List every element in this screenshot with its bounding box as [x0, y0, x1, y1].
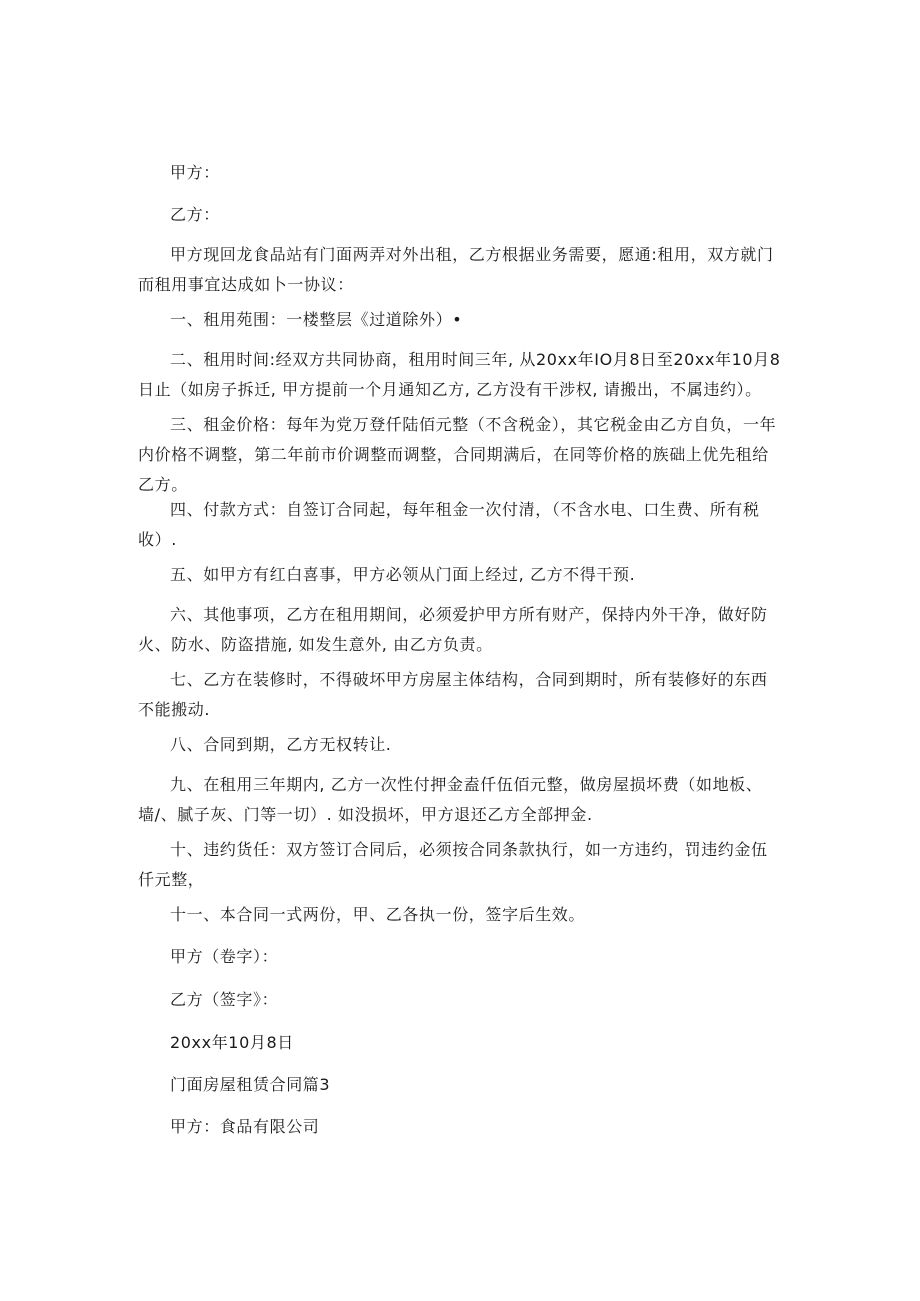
clause-2: 二、租用时间:经双方共同协商，租用时间三年, 从20xx年IO月8日至20xx年10月8日止（如房子拆迁, 甲方提前一个月通知乙方, 乙方没有干涉权, 请搬出，不属违约）。 — [138, 350, 781, 399]
clause-4: 四、付款方式：自签订合同起，每年租金一次付清，（不含水电、口生费、所有税收）. — [138, 500, 760, 549]
clause-8: 八、合同到期，乙方无权转让. — [170, 735, 392, 754]
party-b-line: 乙方： — [170, 205, 220, 224]
clause-10: 十、违约货任：双方签订合同后，必须按合同条款执行，如一方违约，罚违约金伍仟元整， — [138, 840, 768, 889]
party-a-signature: 甲方（卷字）： — [170, 947, 279, 966]
clause-11: 十一、本合同一式两份，甲、乙各执一份，签字后生效。 — [170, 905, 586, 924]
clause-7: 七、乙方在装修时，不得破坏甲方房屋主体结构，合同到期时，所有装修好的东西不能搬动. — [138, 670, 768, 719]
clause-1: 一、租用苑围：一楼整层《过道除外）• — [170, 310, 463, 329]
intro-paragraph: 甲方现回龙食品站有门面两弄对外出租，乙方根据业务需要，愿通:租用，双方就门而租用事宜达成如卜一协议： — [138, 245, 774, 294]
clause-3: 三、租金价格：每年为党万登仟陆佰元整（不含税金），其它税金由乙方自负，一年内价格不调整，第二年前市价调整而调整，合同期满后，在同等价格的族础上优先租给乙方。 — [138, 415, 777, 494]
sign-date: 20xx年10月8日 — [170, 1033, 294, 1052]
party-a-company: 甲方：食品有限公司 — [170, 1117, 320, 1136]
party-b-signature: 乙方（签字》： — [170, 990, 279, 1009]
section-heading: 门面房屋租赁合同篇3 — [170, 1075, 331, 1094]
party-a-line: 甲方： — [170, 163, 220, 182]
clause-6: 六、其他事项，乙方在租用期间，必须爱护甲方所有财产，保持内外干净，做好防火、防水、防盗措施, 如发生意外, 由乙方负责。 — [138, 605, 768, 654]
clause-5: 五、如甲方有红白喜事，甲方必领从门面上经过, 乙方不得干预. — [170, 565, 636, 584]
clause-9: 九、在租用三年期内, 乙方一次性付押金盍仟伍佰元整，做房屋损坏费（如地板、墙/、腻子灰、门等一切）. 如没损坏，甲方退还乙方全部押金. — [138, 775, 763, 824]
